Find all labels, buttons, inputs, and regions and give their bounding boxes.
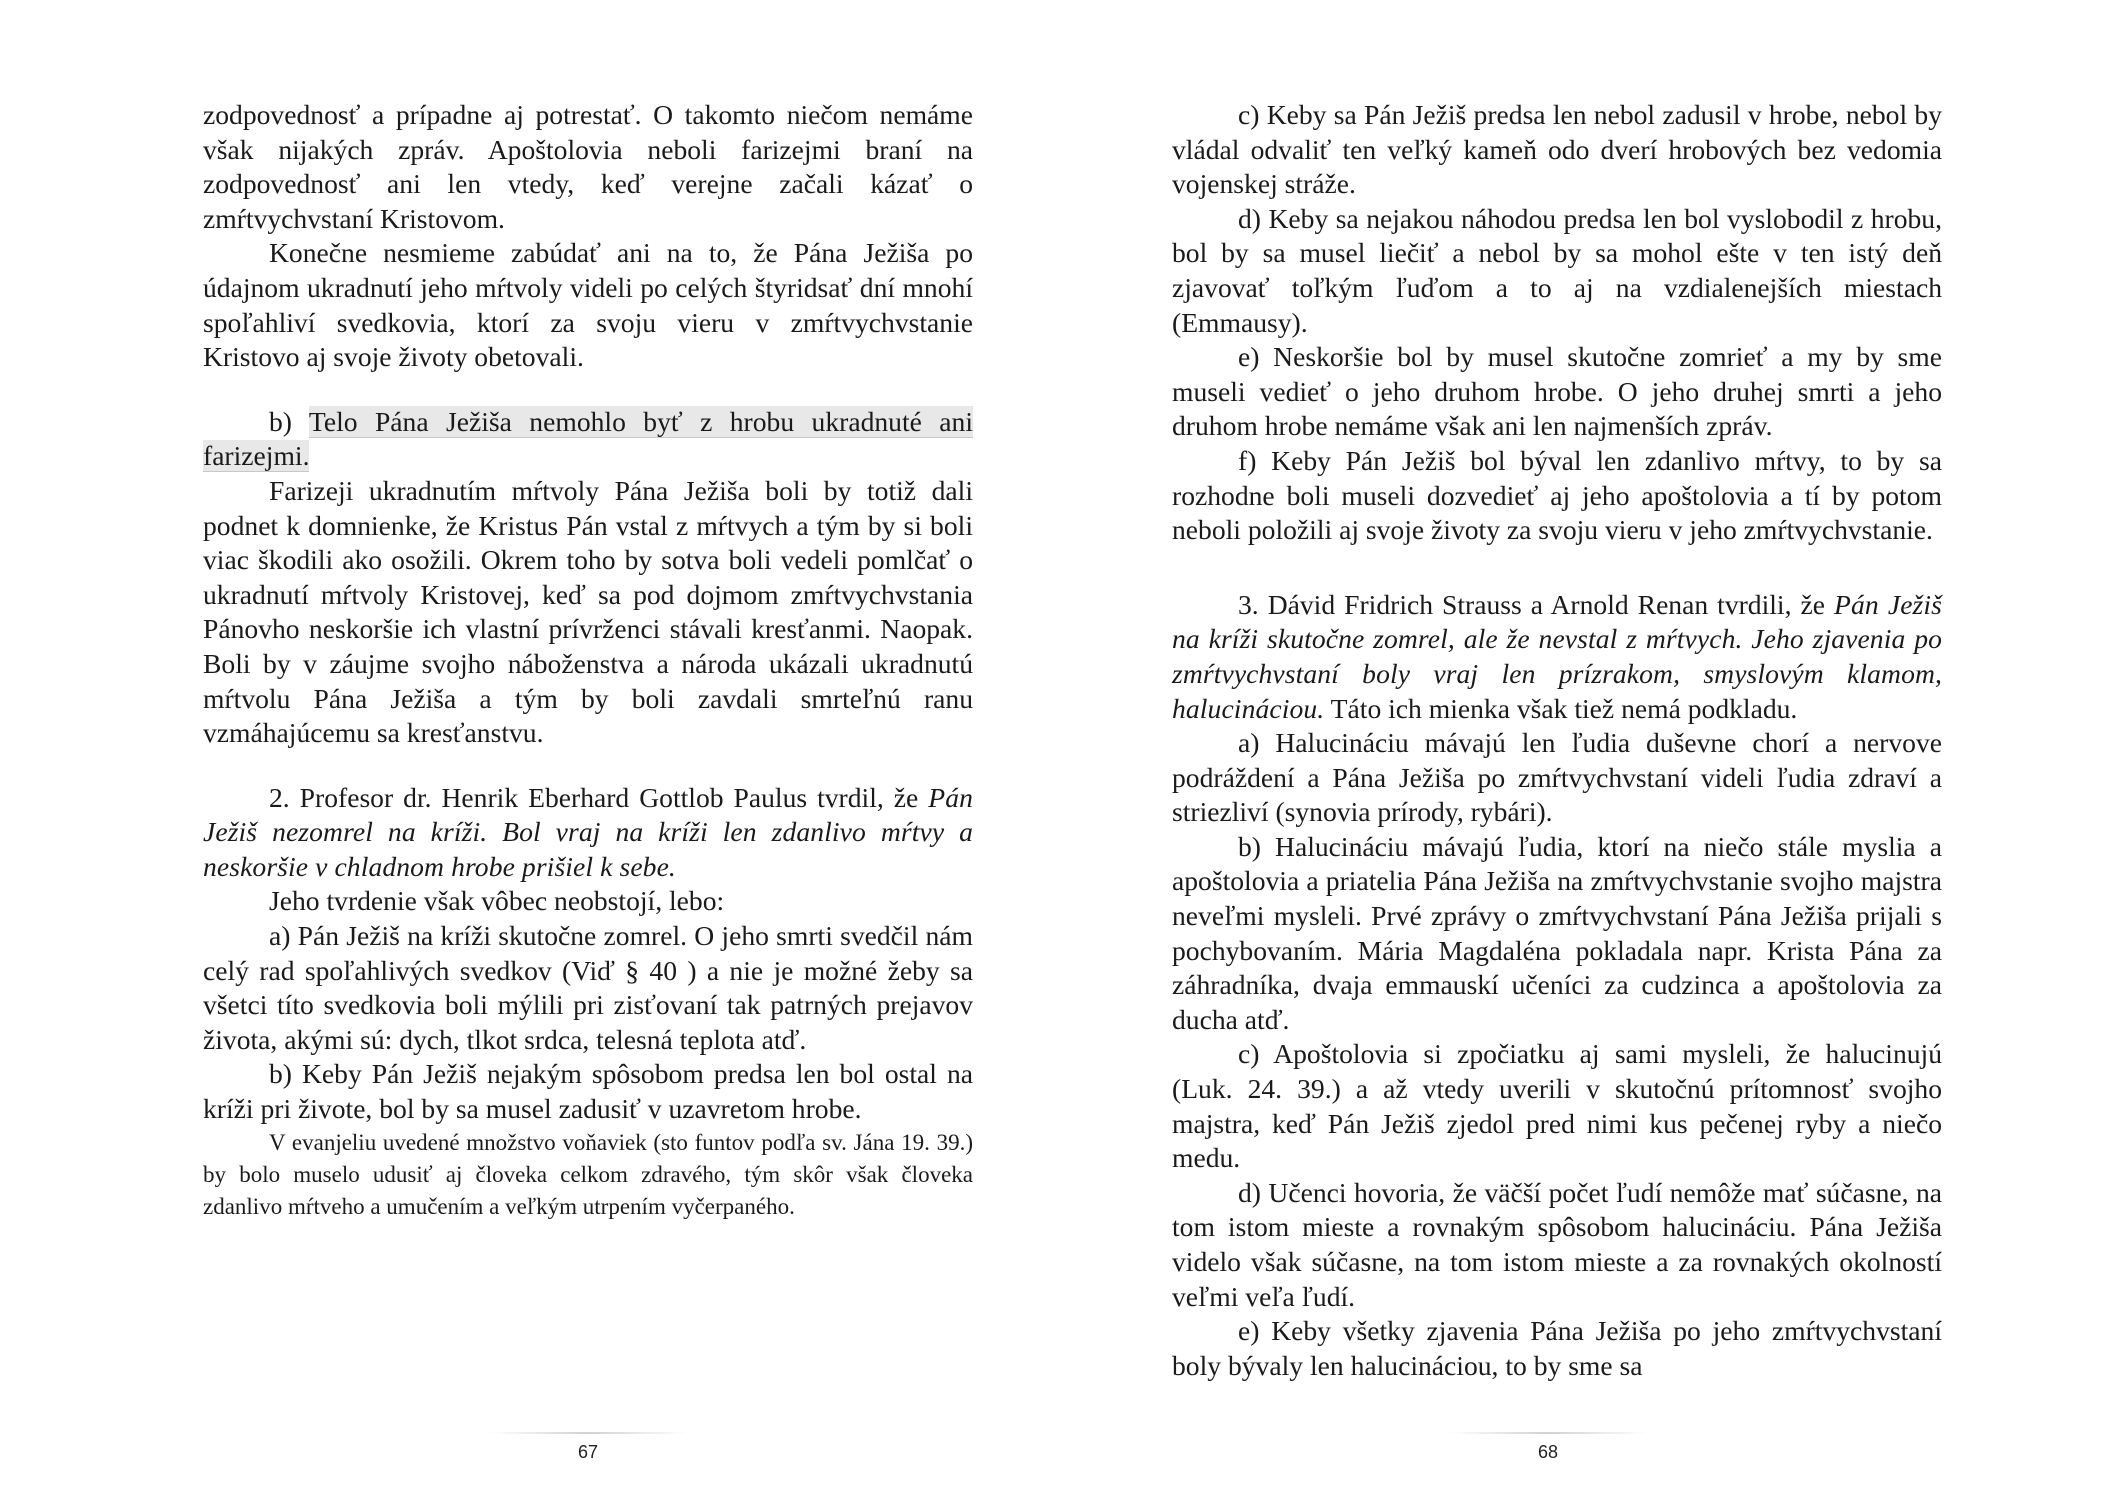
paragraph: zodpovednosť a prípadne aj potrestať. O takomto niečom nemáme však nijakých zpráv. Apoštolovia neboli farizejmi braní na zodpovednosť ani len vtedy, keď verejne začali kázať o zmŕtvychvstaní Kristovom. — [203, 99, 973, 234]
paragraph: d) Učenci hovoria, že väčší počet ľudí nemôže mať súčasne, na tom istom mieste a rovnakým spôsobom halucináciu. Pána Ježiša videlo však súčasne, na tom istom mieste a za rovnakých okolností veľmi veľa ľudí. — [1172, 1176, 1942, 1312]
left-page — [203, 98, 973, 1223]
footnote: V evanjeliu uvedené množstvo voňaviek (sto funtov podľa sv. Jána 19. 39.) by bolo muselo udusiť aj človeka celkom zdravého, tým skôr však človeka zdanlivo mŕtveho a umučením a veľkým utrpením vyčerpaného. — [203, 1129, 973, 1219]
paragraph: c) Apoštolovia si zpočiatku aj sami mysleli, že halucinujú (Luk. 24. 39.) a až vtedy uverili v skutočnú prítomnosť svojho majstra, keď Pán Ježiš zjedol pred nimi kus pečenej ryby a niečo medu. — [1172, 1038, 1942, 1174]
paragraph: a) Pán Ježiš na kríži skutočne zomrel. O jeho smrti svedčil nám celý rad spoľahlivých svedkov (Viď § 40 ) a nie je možné žeby sa všetci títo svedkovia boli mýlili pri zisťovaní tak patrných prejavov života, akými sú: dych, tlkot srdca, telesná teplota atď. — [203, 920, 973, 1055]
paragraph: e) Keby všetky zjavenia Pána Ježiša po jeho zmŕtvychvstaní boly bývaly len halucináciou, to by sme sa — [1172, 1315, 1942, 1381]
section-heading — [203, 405, 973, 474]
footer-rule — [488, 1432, 688, 1434]
paragraph-tail: Táto ich mienka však tiež nemá podkladu. — [1324, 692, 1798, 724]
footer-rule — [1448, 1432, 1648, 1434]
paragraph: e) Neskoršie bol by musel skutočne zomrieť a my by sme museli vedieť o jeho druhom hrobe. O jeho druhej smrti a jeho druhom hrobe nemáme však ani len najmenších zpráv. — [1172, 341, 1942, 442]
paragraph — [203, 781, 973, 885]
paragraph-lead: 2. Profesor dr. Henrik Eberhard Gottlob Paulus tvrdil, že — [269, 781, 929, 813]
paragraph: c) Keby sa Pán Ježiš predsa len nebol zadusil v hrobe, nebol by vládal odvaliť ten veľký kameň odo dverí hrobových bez vedomia vojenskej stráže. — [1172, 99, 1942, 200]
right-page — [1172, 98, 1942, 1383]
paragraph-italic: Pán Ježiš nezomrel na kríži. Bol vraj na kríži len zdanlivo mŕtvy a neskoršie v chladnom hrobe prišiel k sebe. — [203, 781, 973, 882]
paragraph: a) Halucináciu mávajú len ľudia duševne chorí a nervove podráždení a Pána Ježiša po zmŕtvychvstaní videli ľudia zdraví a striezliví (synovia prírody, rybári). — [1172, 727, 1942, 828]
paragraph: Farizeji ukradnutím mŕtvoly Pána Ježiša boli by totiž dali podnet k domnienke, že Kristus Pán vstal z mŕtvych a tým by si boli viac škodili ako osožili. Okrem toho by sotva boli vedeli pomlčať o ukradnutí mŕtvoly Kristovej, keď sa pod dojmom zmŕtvychvstania Pánovho neskoršie ich vlastní prívrženci stávali kresťanmi. Naopak. Boli by v záujme svojho náboženstva a národa ukázali ukradnutú mŕtvolu Pána Ježiša a tým by boli zavdali smrteľnú ranu vzmáhajúcemu sa kresťanstvu. — [203, 474, 973, 749]
paragraph: f) Keby Pán Ježiš bol býval len zdanlivo mŕtvy, to by sa rozhodne boli museli dozvedieť aj jeho apoštolovia a tí by potom neboli položili aj svoje životy za svoju vieru v jeho zmŕtvychvstanie. — [1172, 444, 1942, 546]
right-page-text — [1172, 98, 1942, 1383]
paragraph-italic: Pán Ježiš na kríži skutočne zomrel, ale že nevstal z mŕtvych. Jeho zjavenia po zmŕtvychvstaní boly vraj len prízrakom, smyslovým klamom, halucináciou. — [1172, 588, 1942, 724]
paragraph: Konečne nesmieme zabúdať ani na to, že Pána Ježiša po údajnom ukradnutí jeho mŕtvoly videli po celých štyridsať dní mnohí spoľahliví svedkovia, ktorí za svoju vieru v zmŕtvychvstanie Kristovo aj svoje životy obetovali. — [203, 237, 973, 373]
paragraph: b) Halucináciu mávajú ľudia, ktorí na niečo stále myslia a apoštolovia a priatelia Pána Ježiša na zmŕtvychvstanie svojho majstra neveľmi mysleli. Prvé zprávy o zmŕtvychvstaní Pána Ježiša prijali s pochybovaním. Mária Magdaléna pokladala napr. Krista Pána za záhradníka, dvaja emmauskí učeníci za cudzinca a apoštolovia za ducha atď. — [1172, 830, 1942, 1035]
page-number: 67 — [577, 1442, 599, 1462]
page-number: 68 — [1537, 1442, 1559, 1462]
left-page-text — [203, 98, 973, 1223]
heading-text: Telo Pána Ježiša nemohlo byť z hrobu ukradnuté ani farizejmi. — [203, 405, 973, 472]
paragraph: d) Keby sa nejakou náhodou predsa len bol vyslobodil z hrobu, bol by sa musel liečiť a nebol by sa mohol ešte v ten istý deň zjavovať toľkým ľuďom a to aj na vzdialenejších miestach (Emmausy). — [1172, 202, 1942, 338]
heading-label: b) — [269, 405, 309, 437]
paragraph: b) Keby Pán Ježiš nejakým spôsobom predsa len bol ostal na kríži pri živote, bol by sa musel zadusiť v uzavretom hrobe. — [203, 1058, 973, 1125]
paragraph-lead: 3. Dávid Fridrich Strauss a Arnold Renan tvrdili, že — [1238, 588, 1834, 620]
paragraph: Jeho tvrdenie však vôbec neobstojí, lebo: — [269, 885, 725, 917]
paragraph — [1172, 588, 1942, 726]
